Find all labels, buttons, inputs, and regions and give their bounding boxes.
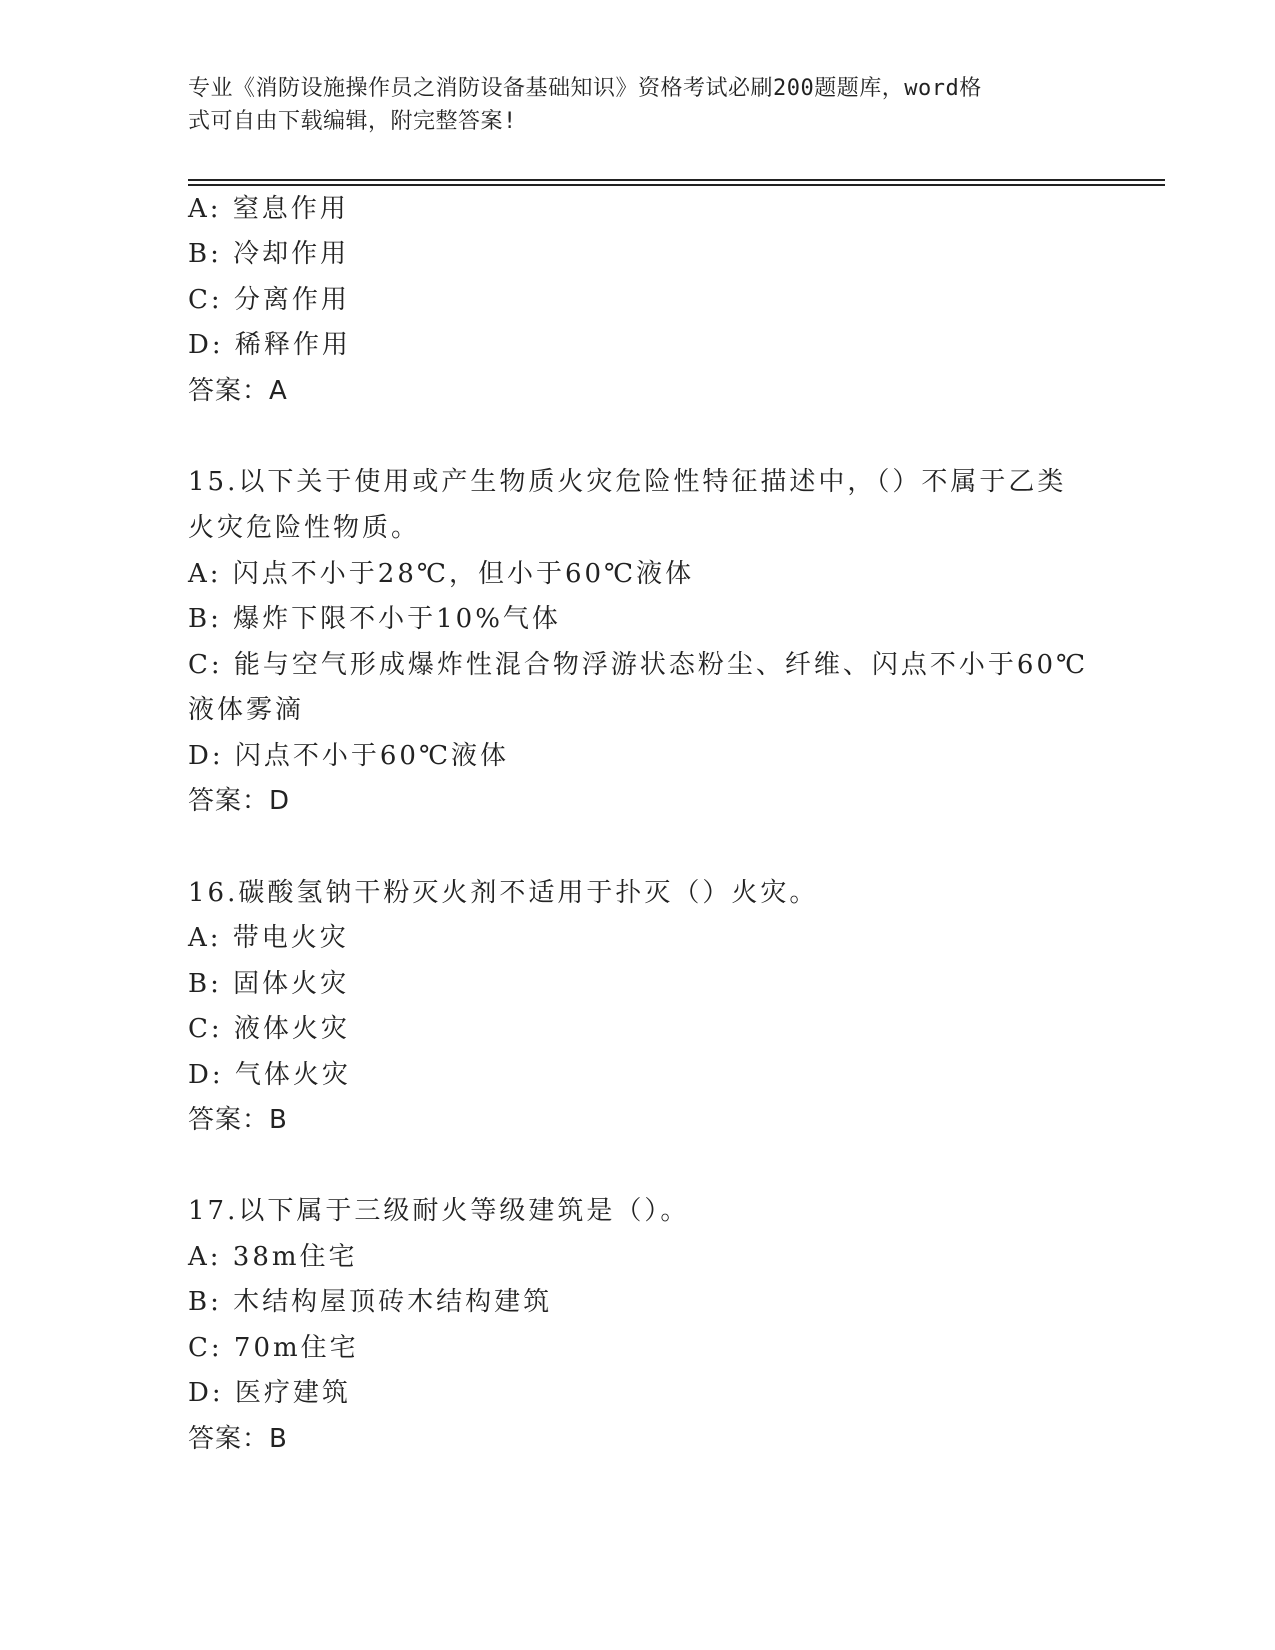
q15-option-b: B: 爆炸下限不小于10%气体: [188, 604, 561, 634]
header-line-2: 式可自由下载编辑，附完整答案!: [188, 109, 517, 134]
q15-stem-line-1: 15.以下关于使用或产生物质火灾危险性特征描述中，（）不属于乙类: [188, 467, 1067, 497]
q14-option-d: D: 稀释作用: [188, 330, 351, 360]
q16-option-a: A: 带电火灾: [188, 923, 349, 953]
header-divider-bottom: [188, 184, 1165, 186]
q17-stem: 17.以下属于三级耐火等级建筑是（）。: [188, 1196, 690, 1226]
q17-option-c: C: 70m住宅: [188, 1333, 359, 1363]
q15-answer: 答案：D: [188, 786, 291, 816]
q14-option-a: A: 窒息作用: [188, 194, 349, 224]
q17-answer: 答案：B: [188, 1424, 288, 1454]
q16-stem: 16.碳酸氢钠干粉灭火剂不适用于扑灭（）火灾。: [188, 878, 819, 908]
document-header: [188, 72, 1088, 138]
q17-option-b: B: 木结构屋顶砖木结构建筑: [188, 1287, 553, 1317]
q16-option-c: C: 液体火灾: [188, 1014, 350, 1044]
q15-option-c-line-1: C: 能与空气形成爆炸性混合物浮游状态粉尘、纤维、闪点不小于60℃: [188, 650, 1089, 680]
q15-option-c-line-2: 液体雾滴: [188, 695, 305, 725]
q15-option-a: A: 闪点不小于28℃，但小于60℃液体: [188, 559, 695, 589]
q14-option-c: C: 分离作用: [188, 285, 350, 315]
q15-stem-line-2: 火灾危险性物质。: [188, 513, 421, 543]
q14-answer: 答案：A: [188, 376, 288, 406]
q17-option-d: D: 医疗建筑: [188, 1378, 351, 1408]
q16-answer: 答案：B: [188, 1105, 288, 1135]
q17-option-a: A: 38m住宅: [188, 1242, 358, 1272]
q14-option-b: B: 冷却作用: [188, 239, 350, 269]
header-divider-top: [188, 179, 1165, 181]
q16-option-d: D: 气体火灾: [188, 1060, 351, 1090]
q15-option-d: D: 闪点不小于60℃液体: [188, 741, 510, 771]
q16-option-b: B: 固体火灾: [188, 969, 350, 999]
header-line-1: 专业《消防设施操作员之消防设备基础知识》资格考试必刷200题题库，word格: [188, 76, 982, 101]
